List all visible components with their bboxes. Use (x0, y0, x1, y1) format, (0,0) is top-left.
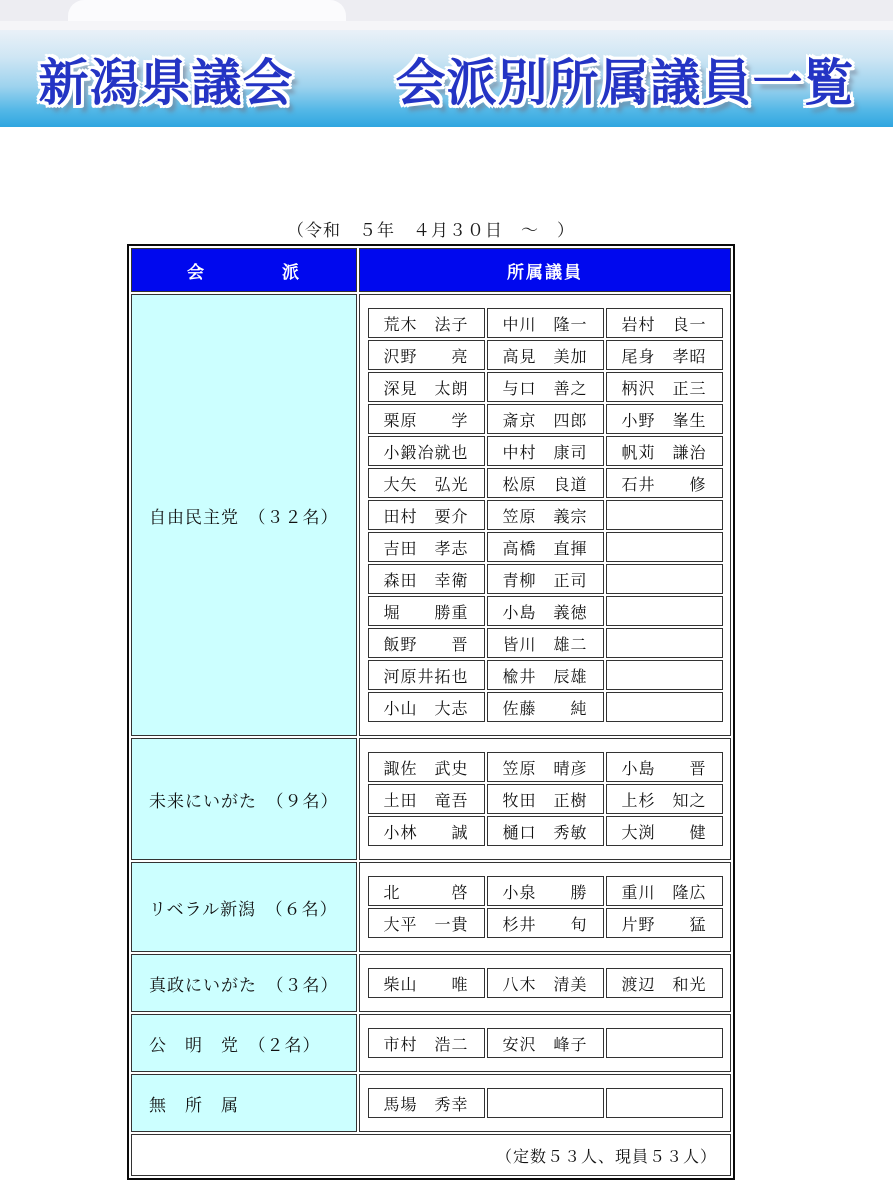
member-name-cell: 佐藤 純 (487, 692, 604, 722)
member-name-cell: 斎京 四郎 (487, 404, 604, 434)
member-name-cell: 帆苅 謙治 (606, 436, 723, 466)
top-rounded-panel (68, 0, 346, 21)
member-name-cell: 杉井 旬 (487, 908, 604, 938)
members-grid (368, 968, 723, 998)
member-name-cell: 柄沢 正三 (606, 372, 723, 402)
members-cell (359, 862, 731, 952)
member-name-cell: 大渕 健 (606, 816, 723, 846)
member-name-cell: 深見 太朗 (368, 372, 485, 402)
member-name-cell: 重川 隆広 (606, 876, 723, 906)
member-name-cell: 渡辺 和光 (606, 968, 723, 998)
member-name-cell: 栗原 学 (368, 404, 485, 434)
member-empty-cell (606, 1028, 723, 1058)
member-name-cell: 小島 義徳 (487, 596, 604, 626)
member-name-cell: 飯野 晋 (368, 628, 485, 658)
member-empty-cell (606, 628, 723, 658)
member-name-cell: 楡井 辰雄 (487, 660, 604, 690)
member-name-cell: 沢野 亮 (368, 340, 485, 370)
member-name-cell: 田村 要介 (368, 500, 485, 530)
table-header-cell-faction: 会 派 (131, 248, 357, 292)
member-name-cell: 牧田 正樹 (487, 784, 604, 814)
page-title: 新潟県議会 会派別所属議員一覧 (38, 54, 855, 111)
member-name-cell: 片野 猛 (606, 908, 723, 938)
faction-name-cell: 真政にいがた （３名） (131, 954, 357, 1012)
members-grid (368, 308, 723, 722)
member-name-cell: 森田 幸衛 (368, 564, 485, 594)
faction-section-row (131, 738, 731, 860)
members-grid (368, 1028, 723, 1058)
member-name-cell: 笠原 晴彦 (487, 752, 604, 782)
member-name-cell: 中川 隆一 (487, 308, 604, 338)
faction-name-cell: リベラル新潟 （６名） (131, 862, 357, 952)
members-cell (359, 1074, 731, 1132)
faction-name-cell: 自由民主党 （３２名） (131, 294, 357, 736)
faction-section-row (131, 862, 731, 952)
table-footer-cell: （定数５３人、現員５３人） (131, 1134, 731, 1176)
member-name-cell: 小林 誠 (368, 816, 485, 846)
faction-section-row (131, 954, 731, 1012)
member-empty-cell (606, 532, 723, 562)
members-grid (368, 1088, 723, 1118)
member-name-cell: 吉田 孝志 (368, 532, 485, 562)
member-name-cell: 安沢 峰子 (487, 1028, 604, 1058)
member-name-cell: 樋口 秀敏 (487, 816, 604, 846)
member-name-cell: 諏佐 武史 (368, 752, 485, 782)
member-empty-cell (606, 660, 723, 690)
member-name-cell: 河原井拓也 (368, 660, 485, 690)
members-grid (368, 752, 723, 846)
member-name-cell: 与口 善之 (487, 372, 604, 402)
member-name-cell: 笠原 義宗 (487, 500, 604, 530)
table-sections (131, 294, 731, 1132)
faction-name-cell: 公 明 党 （２名） (131, 1014, 357, 1072)
member-empty-cell (606, 564, 723, 594)
member-name-cell: 中村 康司 (487, 436, 604, 466)
member-name-cell: 尾身 孝昭 (606, 340, 723, 370)
faction-section-row (131, 1074, 731, 1132)
member-name-cell: 皆川 雄二 (487, 628, 604, 658)
members-cell (359, 1014, 731, 1072)
member-name-cell: 大平 一貴 (368, 908, 485, 938)
members-cell (359, 954, 731, 1012)
member-name-cell: 高見 美加 (487, 340, 604, 370)
member-name-cell: 岩村 良一 (606, 308, 723, 338)
faction-section-row (131, 1014, 731, 1072)
member-name-cell: 小泉 勝 (487, 876, 604, 906)
member-empty-cell (606, 500, 723, 530)
table-footer-row (131, 1134, 731, 1176)
member-name-cell: 松原 良道 (487, 468, 604, 498)
member-name-cell: 小鍛冶就也 (368, 436, 485, 466)
top-bar (0, 0, 893, 21)
table-header-row (131, 248, 731, 292)
member-empty-cell (606, 596, 723, 626)
member-name-cell: 高橋 直揮 (487, 532, 604, 562)
members-cell (359, 294, 731, 736)
member-name-cell: 市村 浩二 (368, 1028, 485, 1058)
date-note: （令和 ５年 ４月３０日 ～ ） (287, 221, 575, 240)
assembly-table (127, 244, 735, 1180)
member-name-cell: 荒木 法子 (368, 308, 485, 338)
member-name-cell: 柴山 唯 (368, 968, 485, 998)
member-name-cell: 堀 勝重 (368, 596, 485, 626)
member-name-cell: 小山 大志 (368, 692, 485, 722)
faction-section-row (131, 294, 731, 736)
member-name-cell: 馬場 秀幸 (368, 1088, 485, 1118)
member-name-cell: 八木 清美 (487, 968, 604, 998)
member-empty-cell (606, 1088, 723, 1118)
member-name-cell: 土田 竜吾 (368, 784, 485, 814)
members-cell (359, 738, 731, 860)
table-header-cell-members: 所属議員 (359, 248, 731, 292)
member-name-cell: 石井 修 (606, 468, 723, 498)
banner (0, 30, 893, 127)
member-name-cell: 青柳 正司 (487, 564, 604, 594)
member-name-cell: 小野 峯生 (606, 404, 723, 434)
members-grid (368, 876, 723, 938)
member-name-cell: 大矢 弘光 (368, 468, 485, 498)
faction-name-cell: 未来にいがた （９名） (131, 738, 357, 860)
member-name-cell: 小島 晋 (606, 752, 723, 782)
member-name-cell: 北 啓 (368, 876, 485, 906)
member-empty-cell (487, 1088, 604, 1118)
member-name-cell: 上杉 知之 (606, 784, 723, 814)
member-empty-cell (606, 692, 723, 722)
faction-name-cell: 無 所 属 (131, 1074, 357, 1132)
top-divider-strip (0, 21, 893, 30)
